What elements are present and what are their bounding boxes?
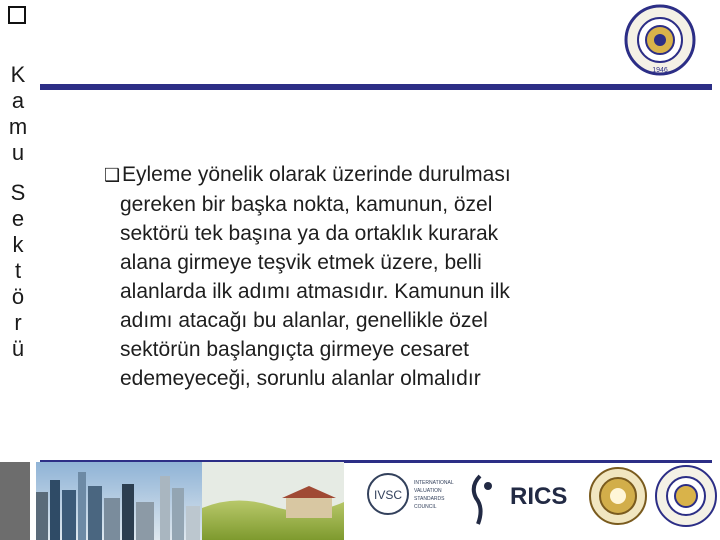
header-rule — [40, 84, 712, 90]
seal-year: 1946 — [652, 67, 668, 74]
title-char: e — [11, 206, 25, 231]
bullet-line: sektörün başlangıçta girmeye cesaret — [120, 338, 470, 361]
title-char: ü — [11, 336, 25, 361]
ivsc-sub-0: INTERNATIONAL — [414, 480, 454, 486]
title-char: ö — [11, 284, 25, 309]
bullet-line: alanlarda ilk adımı atmasıdır. Kamunun ilk — [120, 280, 510, 303]
title-char: a — [11, 88, 25, 113]
title-char: r — [14, 310, 22, 335]
bullet-line: ❑Eyleme yönelik olarak üzerinde durulması — [104, 160, 640, 190]
gold-seal-icon — [590, 468, 646, 524]
title-char: K — [10, 62, 26, 87]
title-char: m — [8, 114, 28, 139]
title-char: S — [10, 180, 26, 205]
ivsc-sub-3: COUNCIL — [414, 504, 437, 510]
square-bullet-icon — [8, 6, 26, 24]
footer-side-bar — [0, 462, 30, 540]
rics-label: RICS — [510, 483, 568, 510]
bullet-line: sektörü tek başına ya da ortaklık kurarak — [120, 222, 499, 245]
q-bullet-icon: ❑ — [104, 165, 121, 186]
ivsc-logo — [368, 474, 454, 514]
ivsc-sub-1: VALUATION — [414, 488, 442, 494]
ivsc-label: IVSC — [373, 488, 403, 502]
vertical-title — [6, 62, 30, 362]
title-char: u — [11, 140, 25, 165]
partner-logos — [360, 462, 720, 540]
bullet-line: adımı atacağı bu alanlar, genellikle özel — [120, 309, 488, 332]
ankara-university-seal-icon — [656, 466, 716, 526]
title-char: t — [14, 258, 22, 283]
title-gap — [6, 166, 30, 180]
bullet-line: alana girmeye teşvik etmek üzere, belli — [120, 251, 482, 274]
city-skyline-photo-icon — [36, 462, 344, 540]
bullet-line: gereken bir başka nokta, kamunun, özel — [120, 193, 493, 216]
ankara-university-seal-icon — [624, 2, 696, 78]
title-char: k — [12, 232, 24, 257]
ivsc-sub-2: STANDARDS — [414, 496, 445, 502]
bullet-line: edemeyeceği, sorunlu alanlar olmalıdır — [120, 367, 481, 390]
rics-logo — [474, 476, 568, 524]
bullet-paragraph — [104, 160, 640, 393]
